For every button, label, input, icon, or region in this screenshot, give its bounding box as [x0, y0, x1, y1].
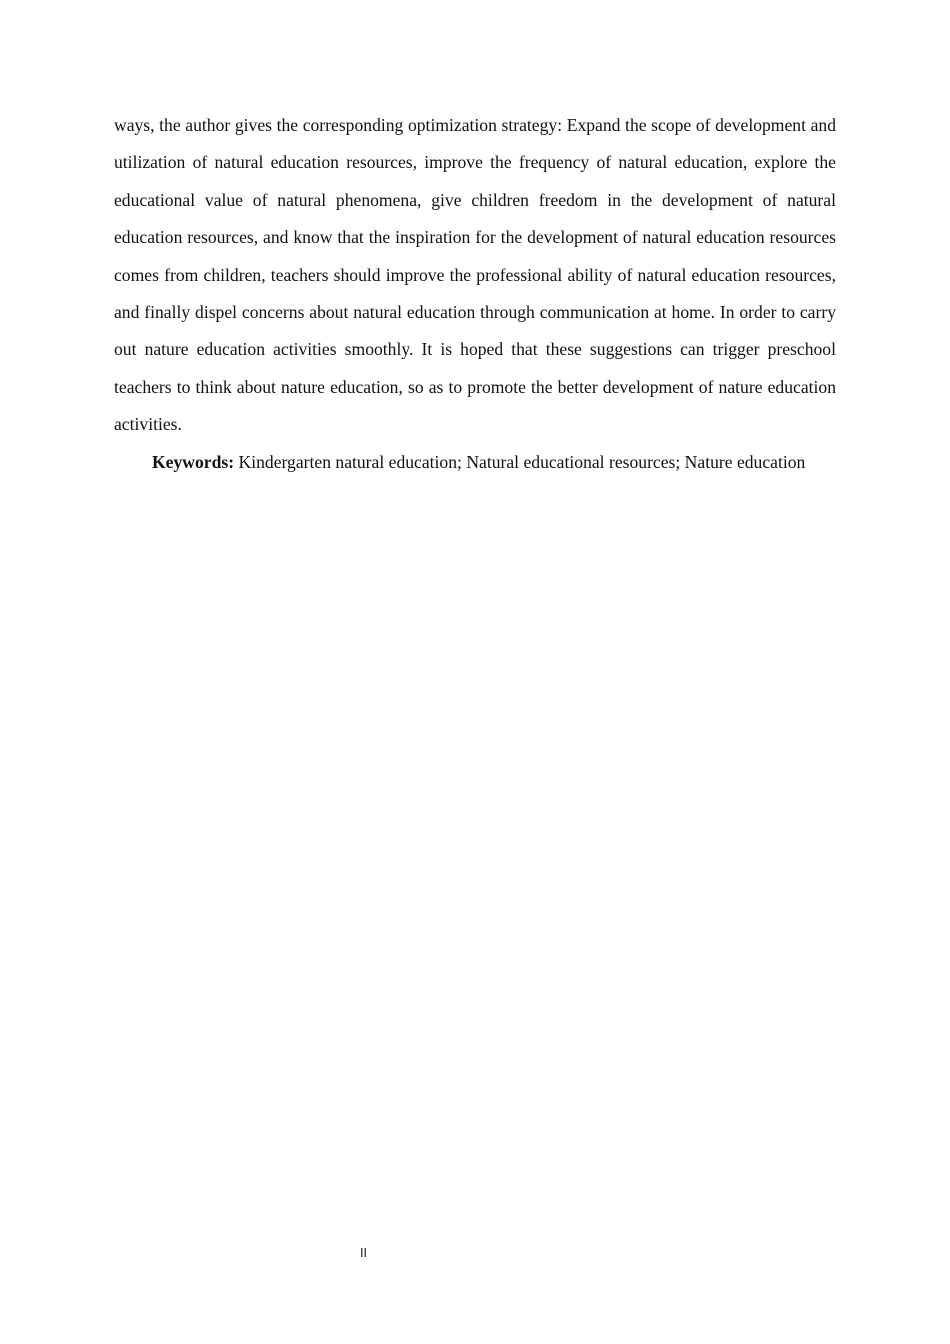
keywords-text: Kindergarten natural education; Natural educational resources; Nature education: [238, 451, 806, 472]
abstract-body: [114, 107, 836, 481]
keywords-line: [114, 444, 836, 481]
page-number: II: [360, 1246, 368, 1260]
keywords-label: Keywords:: [152, 451, 235, 472]
abstract-paragraph: ways, the author gives the corresponding optimization strategy: Expand the scope of development and utilization of natural education resources, improve the frequency of natural education, explore the educational value of natural phenomena, give children freedom in the development of natural education resources, and know that the inspiration for the development of natural education resources comes from children, teachers should improve the professional ability of natural education resources, and finally dispel concerns about natural education through communication at home. In order to carry out nature education activities smoothly. It is hoped that these suggestions can trigger preschool teachers to think about nature education, so as to promote the better development of nature education activities.: [114, 115, 836, 435]
